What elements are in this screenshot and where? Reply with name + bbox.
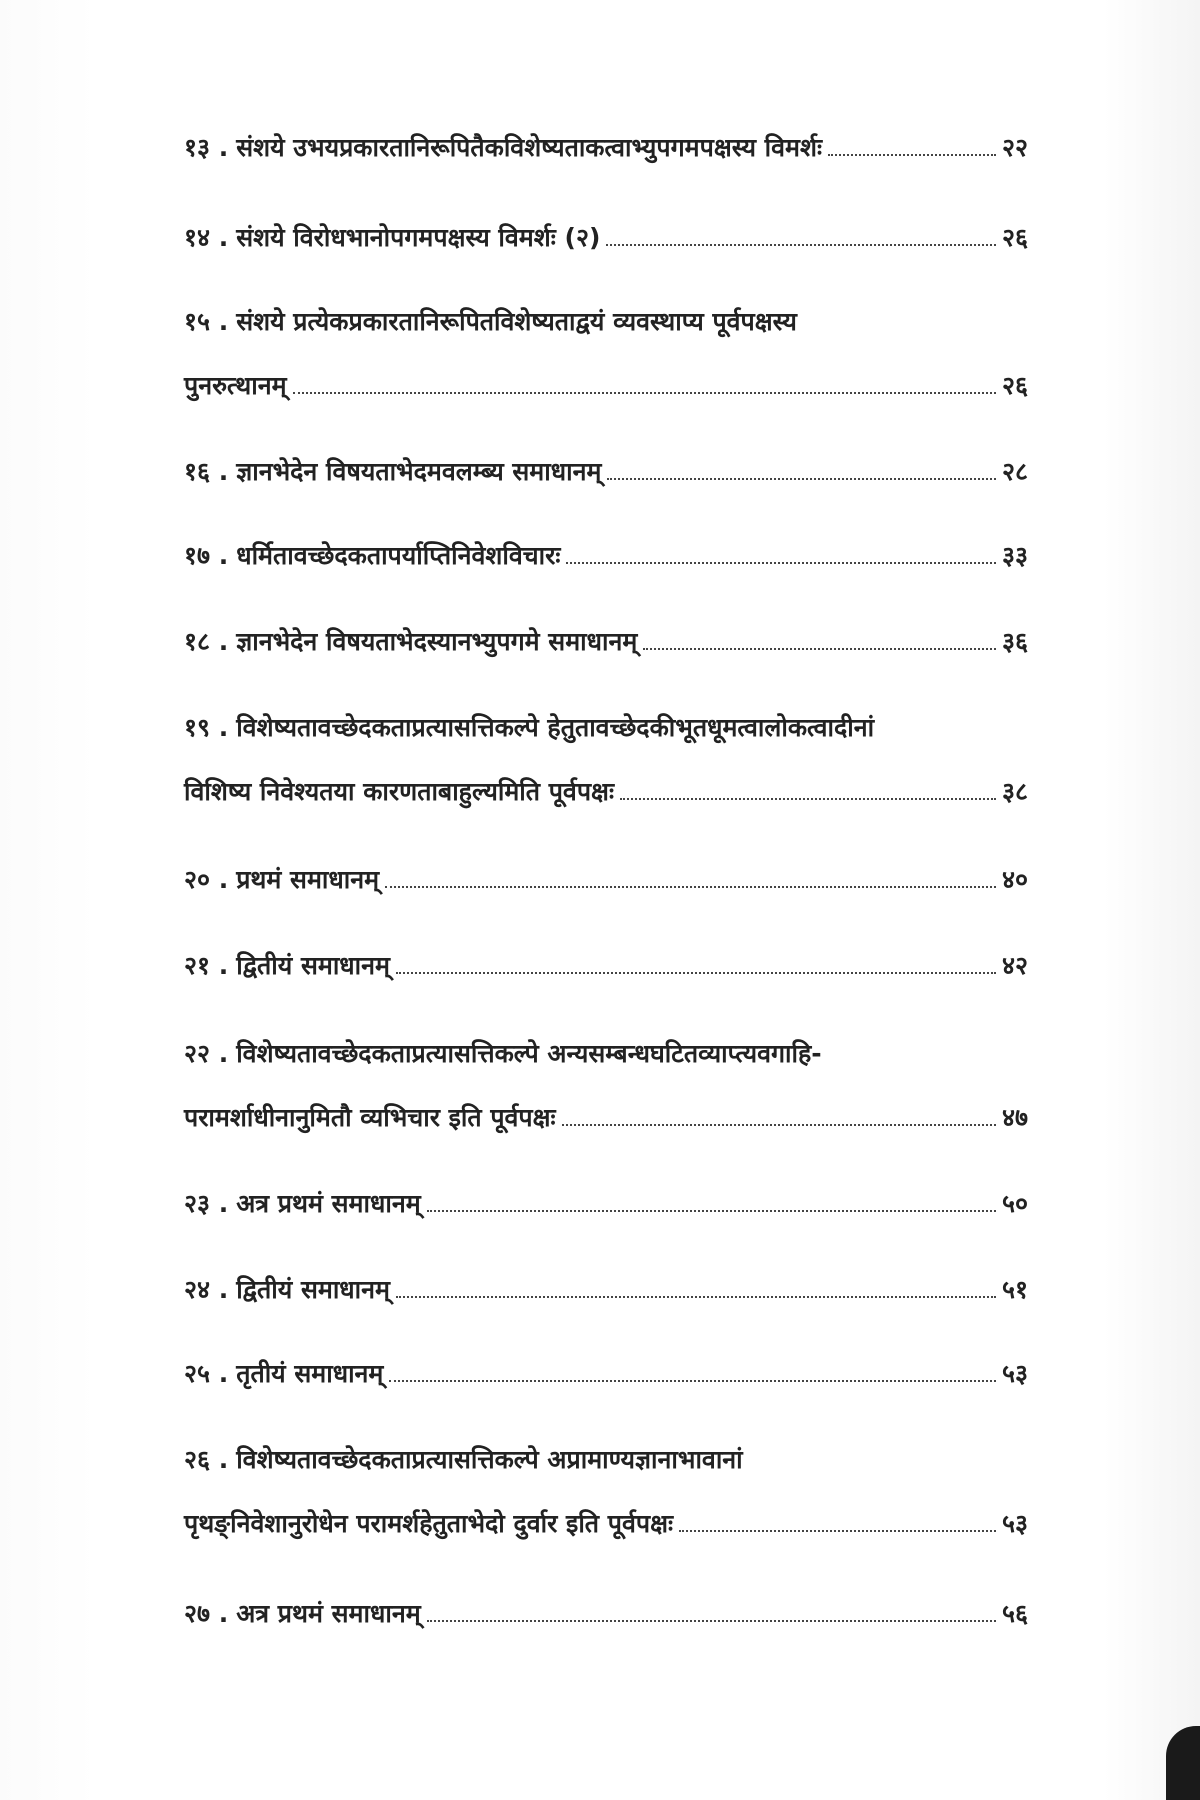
toc-page-number: ५३ [1001, 1359, 1028, 1388]
toc-entry-continued [184, 772, 1028, 812]
toc-number: १३ . [184, 133, 229, 162]
toc-number: २५ . [184, 1359, 229, 1388]
leader-dots [389, 1354, 996, 1382]
toc-number: १५ . [184, 307, 229, 336]
toc-entry [184, 708, 1028, 748]
toc-entry-continued [184, 1504, 1028, 1544]
toc-title: संशये उभयप्रकारतानिरूपितैकविशेष्यताकत्वाभ्युपगमपक्षस्य विमर्शः [236, 133, 823, 162]
toc-number: २७ . [184, 1599, 229, 1628]
toc-title: संशये विरोधभानोपगमपक्षस्य विमर्शः (२) [236, 223, 601, 252]
toc-title: संशये प्रत्येकप्रकारतानिरूपितविशेष्यताद्वयं व्यवस्थाप्य पूर्वपक्षस्य [236, 307, 797, 336]
toc-title: विशेष्यतावच्छेदकताप्रत्यासत्तिकल्पे अन्यसम्बन्धघटितव्याप्त्यवगाहि- [236, 1039, 822, 1068]
toc-number: २० . [184, 865, 229, 894]
leader-dots [396, 1270, 996, 1298]
toc-number: १८ . [184, 627, 229, 656]
toc-entry [184, 946, 1028, 986]
toc-page-number: ४७ [1001, 1103, 1028, 1132]
toc-page-number: ५३ [1001, 1509, 1028, 1538]
toc-title: अत्र प्रथमं समाधानम् [236, 1189, 421, 1218]
toc-entry [184, 452, 1028, 492]
toc-title: विशेष्यतावच्छेदकताप्रत्यासत्तिकल्पे हेतुतावच्छेदकीभूतधूमत्वालोकत्वादीनां [236, 713, 875, 742]
toc-number: २१ . [184, 951, 229, 980]
toc-entry [184, 1354, 1028, 1394]
leader-dots [606, 218, 996, 246]
toc-number: १६ . [184, 457, 229, 486]
leader-dots [607, 452, 996, 480]
toc-page-number: ४२ [1001, 951, 1028, 980]
toc-title: द्वितीयं समाधानम् [236, 1275, 390, 1304]
leader-dots [396, 946, 996, 974]
toc-title-continued: परामर्शाधीनानुमितौ व्यभिचार इति पूर्वपक्षः [184, 1103, 556, 1132]
toc-title: द्वितीयं समाधानम् [236, 951, 390, 980]
toc-number: २३ . [184, 1189, 229, 1218]
toc-entry [184, 1594, 1028, 1634]
toc-page-number: ३६ [1001, 627, 1028, 656]
leader-dots [643, 622, 996, 650]
leader-dots [293, 366, 996, 394]
toc-number: २२ . [184, 1039, 229, 1068]
toc-page-number: २६ [1001, 371, 1028, 400]
toc-page-number: ३८ [1001, 777, 1028, 806]
toc-title-continued: विशिष्य निवेश्यतया कारणताबाहुल्यमिति पूर्वपक्षः [184, 777, 615, 806]
toc-title: धर्मितावच्छेदकतापर्याप्तिनिवेशविचारः [236, 541, 561, 570]
toc-title-continued: पुनरुत्थानम् [184, 371, 287, 400]
toc-entry [184, 622, 1028, 662]
toc-entry [184, 128, 1028, 168]
toc-page-number: ५१ [1001, 1275, 1028, 1304]
leader-dots [679, 1504, 996, 1532]
toc-page-number: ५६ [1001, 1599, 1028, 1628]
toc-page-number: २६ [1001, 223, 1028, 252]
leader-dots [385, 860, 996, 888]
toc-entry [184, 1034, 1028, 1074]
toc-entry [184, 536, 1028, 576]
toc-entry-continued [184, 366, 1028, 406]
toc-title: प्रथमं समाधानम् [236, 865, 380, 894]
toc-title: ज्ञानभेदेन विषयताभेदमवलम्ब्य समाधानम् [236, 457, 602, 486]
leader-dots [562, 1098, 996, 1126]
toc-page-number: ४० [1001, 865, 1028, 894]
toc-entry [184, 1270, 1028, 1310]
toc-title: अत्र प्रथमं समाधानम् [236, 1599, 421, 1628]
leader-dots [620, 772, 996, 800]
toc-number: २४ . [184, 1275, 229, 1304]
toc-entry [184, 1440, 1028, 1480]
toc-title: ज्ञानभेदेन विषयताभेदस्यानभ्युपगमे समाधानम् [236, 627, 638, 656]
toc-entry [184, 302, 1028, 342]
toc-title-continued: पृथङ्निवेशानुरोधेन परामर्शहेतुताभेदो दुर्वार इति पूर्वपक्षः [184, 1509, 674, 1538]
binding-edge [1166, 1726, 1200, 1800]
leader-dots [427, 1594, 996, 1622]
toc-number: २६ . [184, 1445, 229, 1474]
toc-number: १४ . [184, 223, 229, 252]
toc-entry [184, 1184, 1028, 1224]
toc-page-number: २८ [1001, 457, 1028, 486]
toc-entry [184, 860, 1028, 900]
toc-number: १९ . [184, 713, 229, 742]
toc-title: तृतीयं समाधानम् [236, 1359, 384, 1388]
leader-dots [427, 1184, 996, 1212]
toc-entry [184, 218, 1028, 258]
leader-dots [566, 536, 996, 564]
toc-title: विशेष्यतावच्छेदकताप्रत्यासत्तिकल्पे अप्रामाण्यज्ञानाभावानां [236, 1445, 743, 1474]
leader-dots [828, 128, 996, 156]
toc-page-number: ३३ [1001, 541, 1028, 570]
toc-page-number: ५० [1001, 1189, 1028, 1218]
toc-number: १७ . [184, 541, 229, 570]
toc-entry-continued [184, 1098, 1028, 1138]
toc-page-number: २२ [1001, 133, 1028, 162]
